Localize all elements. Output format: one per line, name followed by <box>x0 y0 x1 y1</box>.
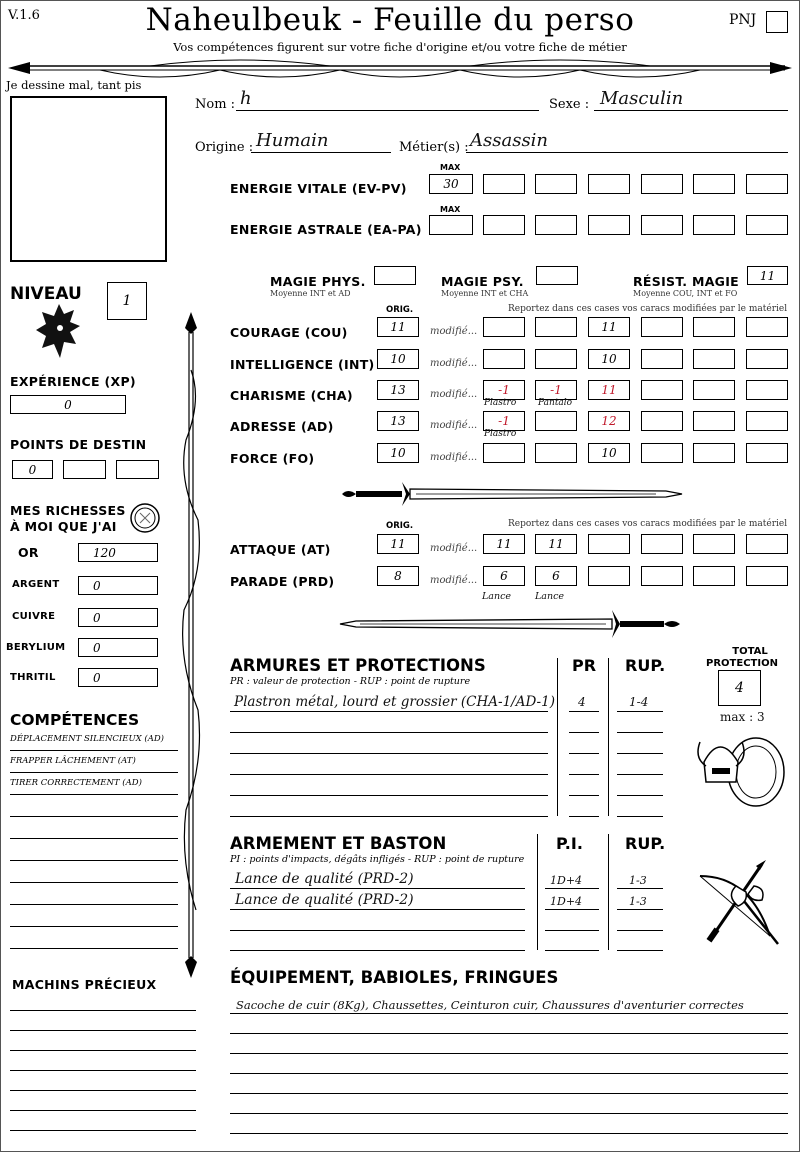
carac-mod-box[interactable] <box>746 411 788 431</box>
machins-line <box>10 1070 196 1071</box>
armure-line <box>230 795 548 796</box>
version-label: V.1.6 <box>8 8 40 23</box>
combat-note: Reportez dans ces cases vos caracs modifiées par le matériel <box>508 519 788 529</box>
combat-orig-box[interactable]: 8 <box>377 566 419 586</box>
carac-mod-box[interactable] <box>746 349 788 369</box>
carac-orig-box[interactable]: 10 <box>377 443 419 463</box>
armure-line <box>617 816 663 817</box>
competence-line <box>10 904 178 905</box>
carac-mod-box[interactable]: 10 <box>588 349 630 369</box>
machins-line <box>10 1030 196 1031</box>
origine-label: Origine : <box>195 140 254 155</box>
resist-magie-note: Moyenne COU, INT et FO <box>633 289 738 298</box>
armures-divider <box>608 658 609 816</box>
ev-box[interactable] <box>588 174 630 194</box>
arme-line <box>617 930 663 931</box>
ea-box[interactable] <box>588 215 630 235</box>
richesses-label-2: À MOI QUE J'AI <box>10 519 117 534</box>
ev-box[interactable] <box>746 174 788 194</box>
combat-label-prd: PARADE (PRD) <box>230 574 335 589</box>
arme-line <box>617 909 663 910</box>
modifie-label: modifié... <box>430 389 478 400</box>
modifie-label: modifié... <box>430 358 478 369</box>
carac-mod-box[interactable] <box>746 443 788 463</box>
competence-line <box>10 948 178 949</box>
armure-name: Plastron métal, lourd et grossier (CHA-1/AD-1) <box>234 694 555 710</box>
niveau-box[interactable] <box>107 282 147 320</box>
arme-line <box>230 909 525 910</box>
money-label-argent: ARGENT <box>12 579 60 590</box>
carac-orig-box[interactable]: 11 <box>377 317 419 337</box>
armure-line <box>617 732 663 733</box>
arme-rup: 1-3 <box>629 874 647 887</box>
niveau-label: NIVEAU <box>10 284 82 304</box>
nom-line <box>236 110 539 111</box>
pnj-checkbox[interactable] <box>766 11 788 33</box>
equipement-line <box>230 1133 788 1134</box>
weapons-icon <box>690 856 786 952</box>
carac-mod-box[interactable] <box>483 317 525 337</box>
carac-mod-box[interactable] <box>641 443 683 463</box>
armure-line <box>569 732 599 733</box>
sword-icon <box>336 478 686 510</box>
armement-divider <box>537 834 538 950</box>
ev-max-value: 30 <box>443 177 459 191</box>
carac-orig-box[interactable]: 13 <box>377 380 419 400</box>
combat-mod-box[interactable]: 6 <box>483 566 525 586</box>
portrait-box[interactable] <box>10 96 167 262</box>
helmet-shield-icon <box>690 722 790 812</box>
arme-line <box>230 950 525 951</box>
armures-col-pr: PR <box>572 656 597 675</box>
arme-line <box>617 950 663 951</box>
money-box-argent[interactable]: 0 <box>78 576 158 595</box>
armement-legend: PI : points d'impacts, dégâts infligés - RUP : point de rupture <box>230 854 525 865</box>
carac-mod-box[interactable] <box>641 349 683 369</box>
combat-orig-header: ORIG. <box>386 521 414 531</box>
armement-divider <box>608 834 609 950</box>
armure-line <box>617 774 663 775</box>
carac-mod-box[interactable]: -1 <box>483 411 525 431</box>
destin-box-2[interactable] <box>63 460 106 479</box>
arme-name: Lance de qualité (PRD-2) <box>235 892 414 908</box>
arme-pi: 1D+4 <box>550 874 583 887</box>
money-box-cuivre[interactable]: 0 <box>78 608 158 627</box>
orig-header: ORIG. <box>386 305 414 315</box>
magie-phys-note: Moyenne INT et AD <box>270 289 351 298</box>
competence-item: DÉPLACEMENT SILENCIEUX (AD) <box>10 734 164 744</box>
carac-label-ad: ADRESSE (AD) <box>230 419 334 434</box>
caracs-note: Reportez dans ces cases vos caracs modifiées par le matériel <box>508 304 788 314</box>
arme-line <box>545 930 599 931</box>
armure-line <box>230 732 548 733</box>
arme-rup: 1-3 <box>629 895 647 908</box>
equipement-line <box>230 1113 788 1114</box>
arme-line <box>230 888 525 889</box>
combat-mod-box[interactable] <box>693 566 735 586</box>
money-label-thritil: THRITIL <box>10 672 56 683</box>
armement-col-pi: P.I. <box>556 834 583 853</box>
equipement-line <box>230 1053 788 1054</box>
ev-box[interactable] <box>641 174 683 194</box>
ea-box[interactable] <box>535 215 577 235</box>
combat-label-at: ATTAQUE (AT) <box>230 542 331 557</box>
carac-mod-note: Plastro <box>484 429 517 439</box>
total-protection-max: max : 3 <box>720 710 765 724</box>
arme-name: Lance de qualité (PRD-2) <box>235 871 414 887</box>
carac-mod-box[interactable] <box>483 349 525 369</box>
spear-icon <box>176 310 206 980</box>
total-protection-value: 4 <box>735 680 744 696</box>
ev-max-box[interactable] <box>429 174 473 194</box>
carac-orig-box[interactable]: 10 <box>377 349 419 369</box>
resist-magie-label: RÉSIST. MAGIE <box>633 274 740 289</box>
metier-line <box>466 152 788 153</box>
carac-mod-box[interactable] <box>641 317 683 337</box>
arme-line <box>545 888 599 889</box>
dragon-icon <box>34 300 84 362</box>
combat-mod-box[interactable] <box>746 534 788 554</box>
combat-mod-box[interactable]: 11 <box>535 534 577 554</box>
xp-box[interactable] <box>10 395 126 414</box>
machins-line <box>10 1130 196 1131</box>
sexe-label: Sexe : <box>549 97 590 112</box>
arme-line <box>545 909 599 910</box>
armure-line <box>230 711 548 712</box>
pnj-label: PNJ <box>729 12 757 28</box>
destin-box-3[interactable] <box>116 460 159 479</box>
carac-mod-box[interactable]: 12 <box>588 411 630 431</box>
carac-label-int: INTELLIGENCE (INT) <box>230 357 375 372</box>
carac-mod-box[interactable] <box>535 317 577 337</box>
competence-line <box>10 838 178 839</box>
carac-label-fo: FORCE (FO) <box>230 451 315 466</box>
competence-line <box>10 750 178 751</box>
nom-value[interactable]: h <box>240 88 252 109</box>
carac-mod-box[interactable]: 10 <box>588 443 630 463</box>
total-protection-label-1: TOTAL <box>732 646 768 657</box>
armement-title: ARMEMENT ET BASTON <box>230 834 447 853</box>
carac-mod-box[interactable] <box>641 380 683 400</box>
armure-line <box>230 816 548 817</box>
ea-box[interactable] <box>746 215 788 235</box>
armure-line <box>617 753 663 754</box>
combat-mod-box[interactable] <box>641 534 683 554</box>
competence-line <box>10 926 178 927</box>
equipement-line <box>230 1073 788 1074</box>
carac-mod-box[interactable]: -1 <box>535 380 577 400</box>
competences-title: COMPÉTENCES <box>10 711 140 729</box>
ea-max-box[interactable] <box>429 215 473 235</box>
competence-item: FRAPPER LÂCHEMENT (AT) <box>10 756 136 766</box>
money-label-cuivre: CUIVRE <box>12 611 56 622</box>
carac-mod-box[interactable] <box>641 411 683 431</box>
modifie-label: modifié... <box>430 543 478 554</box>
magie-psy-box[interactable] <box>536 266 578 285</box>
modifie-label: modifié... <box>430 575 478 586</box>
competence-line <box>10 772 178 773</box>
combat-mod-box[interactable] <box>641 566 683 586</box>
sheet-subtitle: Vos compétences figurent sur votre fiche d'origine et/ou votre fiche de métier <box>173 40 627 54</box>
arme-pi: 1D+4 <box>550 895 583 908</box>
coin-icon <box>128 501 162 535</box>
armure-line <box>230 774 548 775</box>
xp-label: EXPÉRIENCE (XP) <box>10 374 136 389</box>
money-label-berylium: BERYLIUM <box>6 642 66 653</box>
combat-mod-box[interactable]: 11 <box>483 534 525 554</box>
ea-box[interactable] <box>483 215 525 235</box>
carac-label-cou: COURAGE (COU) <box>230 325 348 340</box>
carac-label-cha: CHARISME (CHA) <box>230 388 353 403</box>
competence-line <box>10 882 178 883</box>
competence-item: TIRER CORRECTEMENT (AD) <box>10 778 142 788</box>
armure-line <box>569 816 599 817</box>
ev-label: ENERGIE VITALE (EV-PV) <box>230 181 407 196</box>
armure-line <box>569 711 599 712</box>
carac-mod-box[interactable] <box>746 317 788 337</box>
carac-mod-box[interactable] <box>693 349 735 369</box>
destin-value-1: 0 <box>28 462 37 477</box>
armures-legend: PR : valeur de protection - RUP : point de rupture <box>230 676 471 687</box>
total-protection-box[interactable] <box>718 670 761 706</box>
modifie-label: modifié... <box>430 420 478 431</box>
ev-box[interactable] <box>535 174 577 194</box>
ea-max-label: MAX <box>440 205 461 214</box>
money-label-or: OR <box>18 545 39 560</box>
competence-line <box>10 816 178 817</box>
equipement-line <box>230 1013 788 1014</box>
ea-label: ENERGIE ASTRALE (EA-PA) <box>230 222 422 237</box>
modifie-label: modifié... <box>430 452 478 463</box>
ev-max-label: MAX <box>440 163 461 172</box>
carac-mod-note: Pantalo <box>538 398 573 408</box>
competence-line <box>10 794 178 795</box>
magie-phys-label: MAGIE PHYS. <box>270 274 366 289</box>
ev-box[interactable] <box>483 174 525 194</box>
armement-col-rup: RUP. <box>625 834 666 853</box>
equipement-title: ÉQUIPEMENT, BABIOLES, FRINGUES <box>230 968 559 987</box>
arme-line <box>545 950 599 951</box>
ev-box[interactable] <box>693 174 735 194</box>
sword-icon <box>336 606 686 642</box>
carac-orig-box[interactable]: 13 <box>377 411 419 431</box>
armure-line <box>569 795 599 796</box>
machins-title: MACHINS PRÉCIEUX <box>12 977 157 992</box>
armures-title: ARMURES ET PROTECTIONS <box>230 656 486 675</box>
carac-mod-box[interactable]: 11 <box>588 317 630 337</box>
carac-mod-box[interactable]: -1 <box>483 380 525 400</box>
carac-mod-box[interactable] <box>693 380 735 400</box>
armure-line <box>569 774 599 775</box>
equipement-line-1: Sacoche de cuir (8Kg), Chaussettes, Ceinturon cuir, Chaussures d'aventurier correctes <box>236 998 744 1012</box>
origine-value[interactable]: Humain <box>256 130 329 151</box>
carac-mod-box[interactable] <box>535 349 577 369</box>
combat-mod-box[interactable] <box>746 566 788 586</box>
combat-mod-box[interactable] <box>588 534 630 554</box>
carac-mod-box[interactable] <box>483 443 525 463</box>
sexe-value[interactable]: Masculin <box>600 88 684 109</box>
combat-mod-box[interactable]: 6 <box>535 566 577 586</box>
ea-box[interactable] <box>693 215 735 235</box>
carac-mod-box[interactable] <box>535 411 577 431</box>
combat-orig-box[interactable]: 11 <box>377 534 419 554</box>
money-box-or[interactable]: 120 <box>78 543 158 562</box>
armure-line <box>617 795 663 796</box>
competence-line <box>10 860 178 861</box>
resist-magie-box[interactable] <box>747 266 788 285</box>
niveau-value: 1 <box>122 293 132 309</box>
portrait-caption: Je dessine mal, tant pis <box>6 78 142 92</box>
machins-line <box>10 1110 196 1111</box>
arme-line <box>617 888 663 889</box>
carac-mod-box[interactable] <box>693 443 735 463</box>
carac-mod-box[interactable] <box>693 317 735 337</box>
destin-box-1[interactable] <box>12 460 53 479</box>
armures-col-rup: RUP. <box>625 656 666 675</box>
combat-mod-note: Lance <box>535 591 565 602</box>
magie-psy-note: Moyenne INT et CHA <box>441 289 529 298</box>
armure-line <box>617 711 663 712</box>
money-box-thritil[interactable]: 0 <box>78 668 158 687</box>
metier-label: Métier(s) : <box>399 140 469 155</box>
destin-label: POINTS DE DESTIN <box>10 437 147 452</box>
resist-magie-value: 11 <box>759 268 776 283</box>
combat-mod-box[interactable] <box>588 566 630 586</box>
richesses-label-1: MES RICHESSES <box>10 503 126 518</box>
equipement-line <box>230 1033 788 1034</box>
nom-label: Nom : <box>195 97 236 112</box>
sexe-line <box>594 110 788 111</box>
armures-divider <box>557 658 558 816</box>
modifie-label: modifié... <box>430 326 478 337</box>
ea-box[interactable] <box>641 215 683 235</box>
carac-mod-note: Plastro <box>484 398 517 408</box>
sheet-title: Naheulbeuk - Feuille du perso <box>145 2 635 38</box>
carac-mod-box[interactable]: 11 <box>588 380 630 400</box>
equipement-line <box>230 1093 788 1094</box>
machins-line <box>10 1010 196 1011</box>
origine-line <box>251 152 391 153</box>
machins-line <box>10 1050 196 1051</box>
xp-value: 0 <box>64 397 72 412</box>
armure-rup: 1-4 <box>629 695 649 709</box>
combat-mod-note: Lance <box>482 591 512 602</box>
magie-phys-box[interactable] <box>374 266 416 285</box>
arme-line <box>230 930 525 931</box>
armure-pr: 4 <box>578 695 586 709</box>
magie-psy-label: MAGIE PSY. <box>441 274 524 289</box>
carac-mod-box[interactable] <box>693 411 735 431</box>
armure-line <box>569 753 599 754</box>
carac-mod-box[interactable] <box>746 380 788 400</box>
money-box-berylium[interactable]: 0 <box>78 638 158 657</box>
carac-mod-box[interactable] <box>535 443 577 463</box>
combat-mod-box[interactable] <box>693 534 735 554</box>
metier-value[interactable]: Assassin <box>470 130 549 151</box>
machins-line <box>10 1090 196 1091</box>
total-protection-label-2: PROTECTION <box>706 658 778 669</box>
armure-line <box>230 753 548 754</box>
